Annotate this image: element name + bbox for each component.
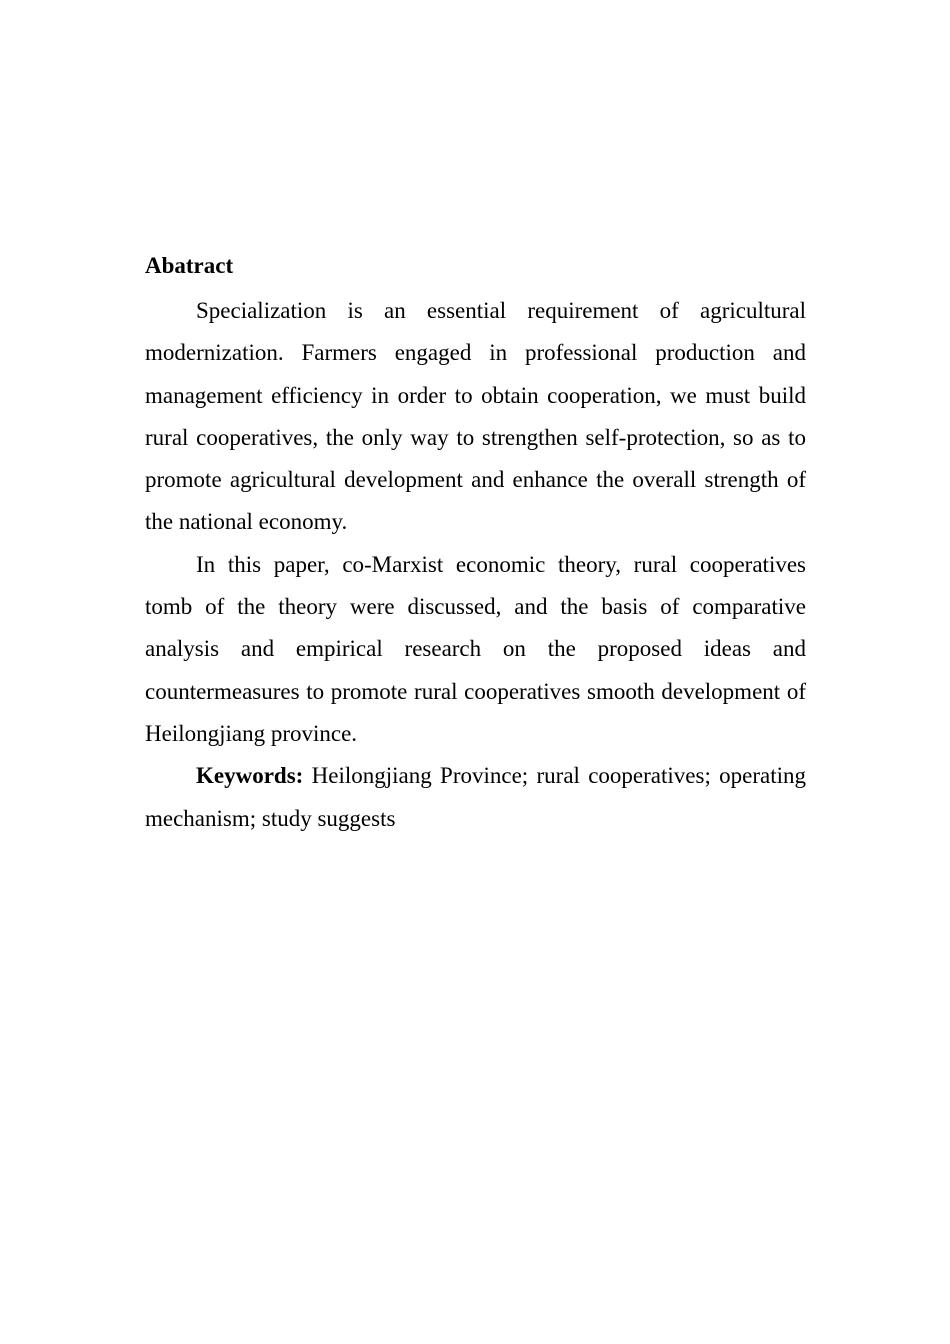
- abstract-paragraph-1: Specialization is an essential requirement of agricultural modernization. Farmers engaged in professional production and management efficiency in order to obtain cooperation, we must build rural cooperatives, the only way to strengthen self-protection, so as to promote agricultural development and enhance the overall strength of the national economy.: [145, 298, 806, 535]
- keywords-text: Heilongjiang Province; rural cooperatives; operating mechanism; study suggests: [145, 763, 807, 831]
- abstract-heading: Abatract: [145, 253, 234, 278]
- abstract-section: [145, 248, 806, 840]
- abstract-paragraph-2: In this paper, co-Marxist economic theory, rural cooperatives tomb of the theory were discussed, and the basis of comparative analysis and empirical research on the proposed ideas and countermeasures to promote rural cooperatives smooth development of Heilongjiang province.: [145, 551, 806, 746]
- keywords-paragraph: [145, 755, 806, 840]
- keywords-label: Keywords:: [196, 763, 304, 789]
